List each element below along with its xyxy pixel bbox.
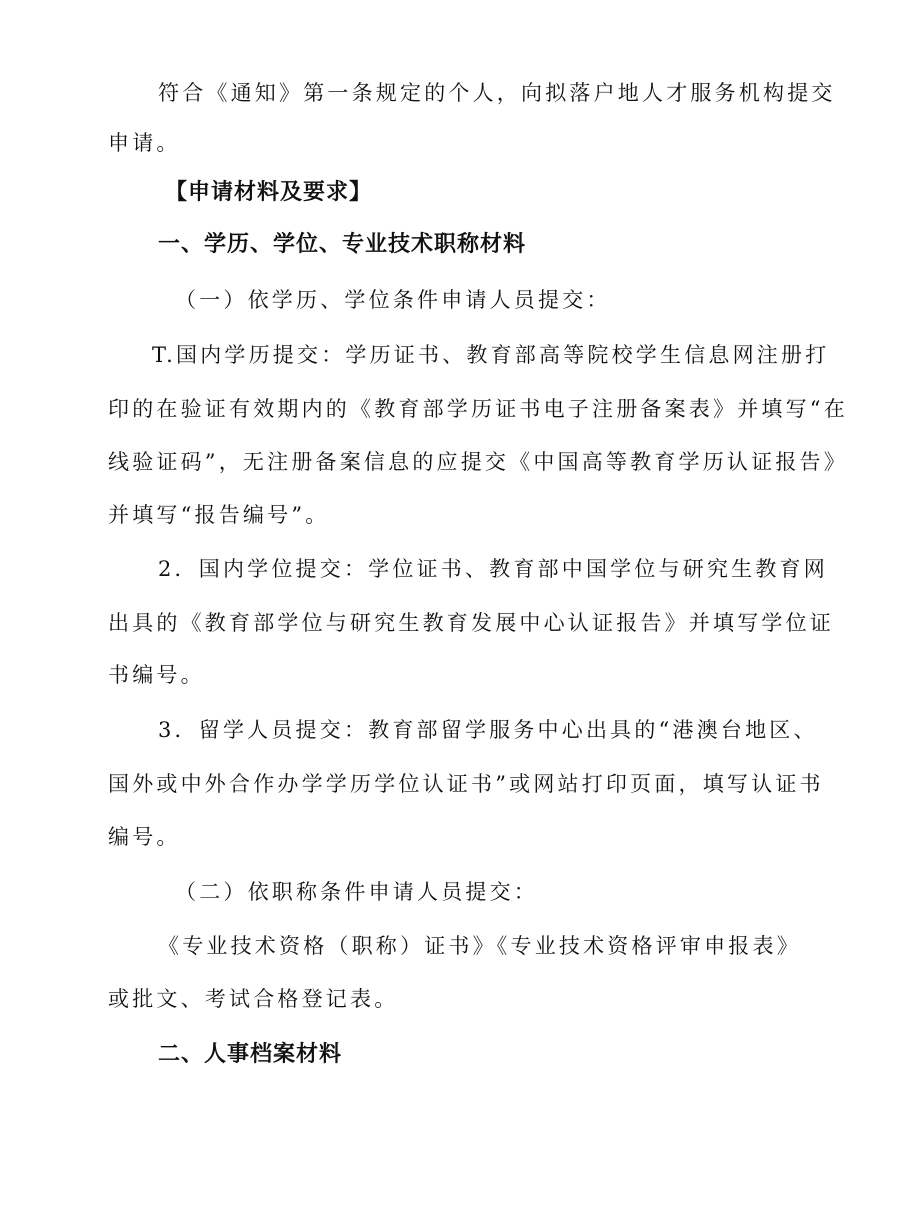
item-3-line-3: 编号。 <box>108 825 181 849</box>
subheading-2: （二）依职称条件申请人员提交： <box>175 880 538 904</box>
item-3-line-2: 国外或中外合作办学学历学位认证书”或网站打印页面，填写认证书 <box>108 772 824 796</box>
section-heading: 【申请材料及要求】 <box>165 180 373 205</box>
intro-line-2: 申请。 <box>108 131 181 155</box>
item-2-line-2: 出具的《教育部学位与研究生教育发展中心认证报告》并填写学位证 <box>108 611 834 635</box>
heading-2: 二、人事档案材料 <box>158 1042 343 1067</box>
intro-line-1: 符合《通知》第一条规定的个人，向拟落户地人才服务机构提交 <box>158 81 836 105</box>
item-4-line-2: 或批文、考试合格登记表。 <box>108 987 399 1011</box>
item-1-line-1: T.国内学历提交：学历证书、教育部高等院校学生信息网注册打 <box>152 343 830 367</box>
item-1-line-3: 线验证码”，无注册备案信息的应提交《中国高等教育学历认证报告》 <box>108 450 848 474</box>
item-1-line-2: 印的在验证有效期内的《教育部学历证书电子注册备案表》并填写“在 <box>108 397 848 421</box>
item-3-line-1: 3．留学人员提交：教育部留学服务中心出具的“港澳台地区、 <box>158 718 818 742</box>
item-2-line-1: 2．国内学位提交：学位证书、教育部中国学位与研究生教育网 <box>158 557 828 581</box>
item-2-line-3: 书编号。 <box>108 663 205 687</box>
subheading-1: （一）依学历、学位条件申请人员提交： <box>175 288 611 312</box>
heading-1: 一、学历、学位、专业技术职称材料 <box>158 232 527 257</box>
item-4-line-1: 《专业技术资格（职称）证书》《专业技术资格评审申报表》 <box>158 934 801 958</box>
item-1-line-4: 并填写“报告编号”。 <box>108 503 330 527</box>
